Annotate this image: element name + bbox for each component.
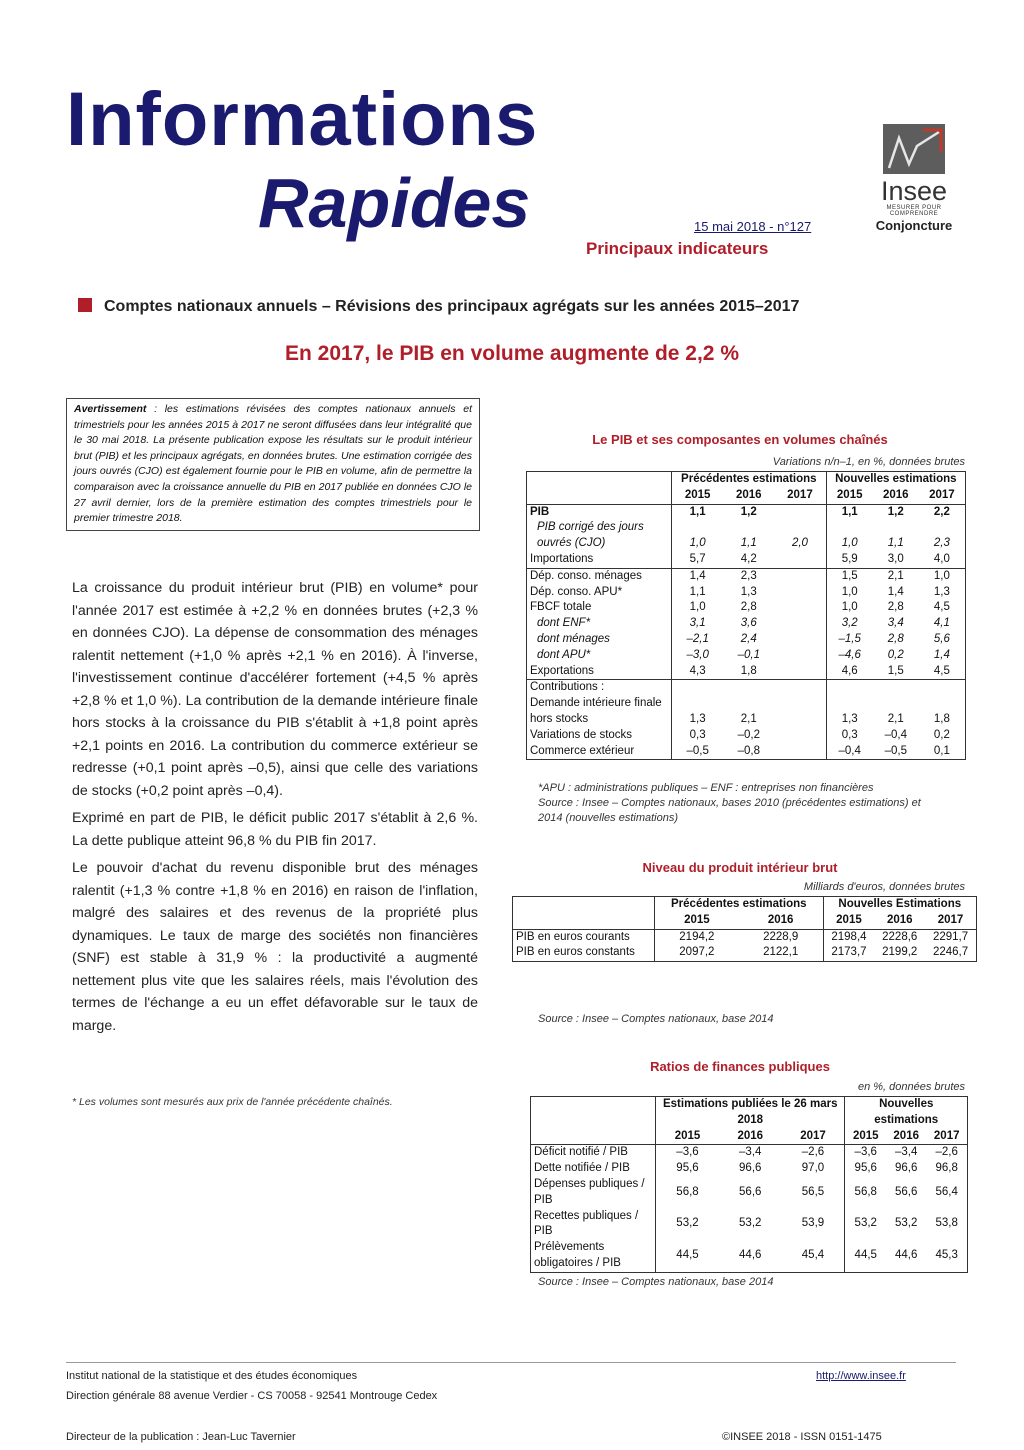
cell-value: 2097,2: [655, 945, 739, 961]
cell-value: 1,0: [826, 585, 873, 601]
cell-value: [774, 680, 826, 696]
title-informations: Informations: [66, 77, 539, 162]
cell-value: 1,3: [933, 585, 950, 598]
cell-value: 44,5: [845, 1240, 886, 1272]
table-row: [513, 929, 977, 945]
year-header: 2017: [787, 488, 813, 501]
row-label: FBCF totale: [530, 601, 592, 614]
cell-value: [774, 568, 826, 584]
year-header: 2015: [672, 488, 724, 504]
cell-value: 44,6: [895, 1249, 918, 1262]
cell-value: 0,3: [672, 728, 724, 744]
cell-value: 2,2: [933, 505, 950, 518]
table-row: [527, 632, 966, 648]
cell-value: 53,8: [935, 1217, 958, 1230]
cell-value: –0,4: [826, 744, 873, 760]
cell-value: 2,0: [791, 537, 808, 550]
year-header: 2016: [882, 488, 909, 501]
cell-value: 2228,6: [882, 930, 918, 943]
cell-value: 2122,1: [763, 946, 799, 959]
year-header: 2015: [845, 1129, 886, 1145]
cell-value: 45,3: [935, 1249, 958, 1262]
cell-value: –3,4: [895, 1146, 918, 1159]
cell-value: –0,4: [884, 728, 907, 741]
cell-value: 1,2: [887, 505, 904, 518]
cell-value: 1,1: [672, 585, 724, 601]
cell-value: –0,1: [737, 648, 760, 661]
cell-value: 3,2: [826, 616, 873, 632]
footer-institute: Institut national de la statistique et des études économiques: [66, 1370, 358, 1382]
cell-value: 2199,2: [882, 946, 918, 959]
table3-group-previous: Estimations publiées le 26 mars 2018: [656, 1097, 845, 1129]
table3-source: Source : Insee – Comptes nationaux, base 2014: [538, 1276, 774, 1288]
year-header: 2015: [656, 1129, 719, 1145]
cell-value: [774, 600, 826, 616]
volume-footnote: * Les volumes sont mesurés aux prix de l'année précédente chaînés.: [72, 1096, 393, 1108]
headline: En 2017, le PIB en volume augmente de 2,2 %: [284, 342, 739, 365]
table-row: [531, 1209, 968, 1241]
cell-value: 1,1: [740, 537, 757, 550]
cell-value: 5,6: [933, 632, 950, 645]
cell-value: 3,6: [740, 617, 757, 630]
cell-value: [774, 664, 826, 680]
insee-logo: [868, 124, 960, 233]
cell-value: 1,8: [933, 712, 950, 725]
table1-gdp-components: [526, 471, 966, 760]
cell-value: –0,2: [737, 728, 760, 741]
table3-group-new: Nouvelles estimations: [845, 1097, 968, 1129]
cell-value: 1,1: [826, 504, 873, 520]
row-label: dont APU*: [537, 648, 591, 661]
cell-value: [774, 632, 826, 648]
table1-group-new: Nouvelles estimations: [826, 472, 965, 488]
cell-value: 95,6: [845, 1161, 886, 1177]
footer-address: Direction générale 88 avenue Verdier - CS 70058 - 92541 Montrouge Cedex: [66, 1390, 438, 1402]
table-row: [527, 680, 966, 696]
row-label: Variations de stocks: [530, 728, 633, 741]
cell-value: 2,1: [887, 569, 904, 582]
cell-value: [672, 680, 724, 696]
cell-value: 2194,2: [655, 929, 739, 945]
table-row: [531, 1145, 968, 1161]
cell-value: –0,5: [884, 744, 907, 757]
publication-subtitle: Principaux indicateurs: [586, 239, 769, 258]
cell-value: 2,3: [933, 537, 950, 550]
cell-value: [873, 680, 919, 696]
footer-director: Directeur de la publication : Jean-Luc Tavernier: [66, 1431, 296, 1443]
cell-value: 97,0: [801, 1162, 825, 1175]
cell-value: 1,2: [740, 505, 757, 518]
warning-box: [66, 398, 480, 531]
table-row: [527, 568, 966, 584]
cell-value: 1,4: [887, 585, 904, 598]
cell-value: 4,1: [933, 617, 950, 630]
cell-value: [774, 744, 826, 760]
row-label: Demande intérieure finale hors stocks: [530, 697, 662, 725]
table2-group-new: Nouvelles Estimations: [823, 897, 976, 913]
cell-value: 2,8: [740, 601, 757, 614]
row-label: Recettes publiques / PIB: [534, 1209, 639, 1238]
footer-website-link[interactable]: http://www.insee.fr: [816, 1370, 906, 1382]
cell-value: 1,3: [826, 696, 873, 728]
cell-value: [774, 696, 826, 728]
cell-value: 2,8: [887, 632, 904, 645]
cell-value: –2,6: [801, 1146, 825, 1159]
cell-value: [774, 585, 826, 601]
table2-source: Source : Insee – Comptes nationaux, base 2014: [538, 1013, 774, 1025]
cell-value: 56,4: [935, 1185, 958, 1198]
cell-value: 44,5: [656, 1240, 719, 1272]
table-row: [531, 1177, 968, 1209]
cell-value: –3,4: [739, 1146, 762, 1159]
cell-value: 95,6: [656, 1161, 719, 1177]
cell-value: 5,7: [672, 552, 724, 568]
table-row: [527, 504, 966, 520]
cell-value: 1,1: [887, 537, 904, 550]
cell-value: 0,3: [826, 728, 873, 744]
row-label: PIB corrigé des jours ouvrés (CJO): [537, 521, 644, 550]
cell-value: 53,2: [895, 1217, 918, 1230]
row-label: Dép. conso. APU*: [530, 585, 623, 598]
insee-logo-tagline: MESURER POUR COMPRENDRE: [886, 205, 942, 217]
insee-logo-name: Insee: [880, 176, 948, 206]
row-label: PIB: [530, 505, 550, 518]
row-label: Importations: [530, 552, 594, 565]
cell-value: 96,6: [739, 1162, 762, 1175]
cell-value: 96,6: [895, 1162, 918, 1175]
cell-value: 1,4: [933, 648, 950, 661]
cell-value: –3,6: [845, 1145, 886, 1161]
cell-value: 4,6: [826, 664, 873, 680]
cell-value: 2198,4: [823, 929, 874, 945]
table-row: [527, 600, 966, 616]
body-text: [72, 577, 478, 1042]
year-header-empty: [531, 1129, 656, 1145]
cell-value: [774, 616, 826, 632]
cell-value: –1,5: [826, 632, 873, 648]
cell-value: 1,8: [740, 664, 757, 677]
cell-value: 44,6: [739, 1249, 762, 1262]
row-label: Déficit notifié / PIB: [534, 1146, 628, 1159]
year-header: 2017: [929, 488, 955, 501]
table-row: [527, 520, 966, 552]
cell-value: [774, 648, 826, 664]
cell-value: 1,0: [826, 520, 873, 552]
table-row: [527, 616, 966, 632]
issue-date[interactable]: 15 mai 2018 - n°127: [694, 219, 812, 234]
cell-value: 1,0: [672, 600, 724, 616]
table-row: [527, 696, 966, 728]
table2-title: Niveau du produit intérieur brut: [642, 860, 838, 875]
table-row: [531, 1161, 968, 1177]
year-header: 2015: [823, 913, 874, 929]
cell-value: 2,4: [740, 632, 757, 645]
row-label: dont ENF*: [537, 617, 591, 630]
cell-value: 56,6: [739, 1185, 762, 1198]
cell-value: 1,1: [672, 504, 724, 520]
table1-title: Le PIB et ses composantes en volumes chaînés: [592, 432, 888, 447]
table1-group-previous: Précédentes estimations: [672, 472, 827, 488]
cell-value: 2,1: [887, 712, 904, 725]
cell-value: 2,1: [740, 712, 757, 725]
year-header: 2016: [893, 1129, 919, 1142]
row-label: PIB en euros courants: [516, 930, 630, 943]
table-row: [527, 728, 966, 744]
row-label: Contributions :: [530, 681, 605, 694]
cell-value: [826, 680, 873, 696]
row-label: Exportations: [530, 664, 594, 677]
cell-value: 2246,7: [932, 946, 969, 959]
cell-value: –4,6: [826, 648, 873, 664]
body-paragraph-2: Exprimé en part de PIB, le déficit public 2017 s'établit à 2,6 %. La dette publique atteint 96,8 % du PIB fin 2017.: [72, 810, 478, 849]
section-marker-icon: [78, 298, 92, 312]
cell-value: 2,8: [887, 601, 904, 614]
cell-value: 5,9: [826, 552, 873, 568]
year-header: 2016: [737, 1129, 764, 1142]
cell-value: [723, 680, 774, 696]
row-label: Commerce extérieur: [530, 744, 635, 757]
year-header: 2017: [937, 913, 964, 926]
cell-value: 96,8: [935, 1162, 958, 1175]
year-header: 2016: [886, 913, 913, 926]
insee-logo-mark-icon: [883, 124, 945, 174]
cell-value: –0,5: [672, 744, 724, 760]
table1-note: *APU : administrations publiques – ENF : entreprises non financières: [538, 782, 874, 794]
cell-value: 1,3: [672, 696, 724, 728]
table2-gdp-level: [512, 896, 977, 962]
table3-title: Ratios de finances publiques: [650, 1059, 830, 1074]
year-header: 2017: [800, 1129, 826, 1142]
cell-value: 2173,7: [823, 945, 874, 961]
table2-group-previous: Précédentes estimations: [655, 897, 824, 913]
cell-value: 53,9: [801, 1217, 825, 1230]
cell-value: 2,3: [740, 569, 757, 582]
cell-value: 2228,9: [763, 930, 799, 943]
cell-value: 4,5: [933, 664, 950, 677]
warning-text: : les estimations révisées des comptes nationaux annuels et trimestriels pour les années 2015 à 2017 ne seront diffusées dans leur intégralité que le 30 mai 2018. La présente publication expose les résultats sur le produit intérieur brut (PIB) et les principaux agrégats, en données brutes. Une estimation corrigée des jours ouvrés (CJO) est également fournie pour le PIB en volume, afin de permettre la comparaison avec la croissance annuelle du PIB en 2017 publiée en données CJO le 27 avril dernier, lors de la première estimation des comptes trimestriels pour le premier trimestre 2018.: [74, 403, 472, 525]
cell-value: 4,0: [933, 552, 950, 565]
insee-logo-conjoncture: Conjoncture: [875, 218, 953, 233]
row-label: Prélèvements obligatoires / PIB: [534, 1241, 621, 1269]
year-header: 2015: [655, 913, 739, 929]
year-header: 2015: [826, 488, 873, 504]
cell-value: 4,3: [672, 664, 724, 680]
cell-value: 4,5: [933, 601, 950, 614]
table1-source: Source : Insee – Comptes nationaux, bases 2010 (précédentes estimations) et 2014 (nouvelles estimations): [538, 797, 921, 824]
row-label: dont ménages: [537, 632, 610, 645]
cell-value: 1,5: [826, 568, 873, 584]
cell-value: 4,2: [740, 552, 757, 565]
row-label: PIB en euros constants: [516, 946, 635, 959]
cell-value: 1,0: [933, 569, 950, 582]
table-row: [531, 1240, 968, 1272]
warning-label: Avertissement: [74, 403, 147, 415]
cell-value: –3,0: [672, 648, 724, 664]
cell-value: 56,8: [845, 1177, 886, 1209]
cell-value: 56,5: [801, 1185, 825, 1198]
table-row: [527, 744, 966, 760]
cell-value: 53,2: [845, 1209, 886, 1241]
year-header: 2017: [933, 1129, 960, 1142]
cell-value: 53,2: [739, 1217, 762, 1230]
cell-value: –3,6: [656, 1145, 719, 1161]
cell-value: 1,5: [887, 664, 904, 677]
year-header: 2016: [767, 913, 794, 926]
body-paragraph-3: Le pouvoir d'achat du revenu disponible brut des ménages ralentit (+1,3 % contre +1,8 % en 2016) en raison de l'inflation, malgré des salaires et des revenus de la propriété plus dynamiques. Le taux de marge des sociétés non financières (SNF) est stable à 31,9 % : la productivité a augmenté nettement plus vite que les salaires réels, mais l'évolution des termes de l'échange a eu un effet défavorable sur le taux de marge.: [72, 860, 478, 1034]
table-row: [527, 664, 966, 680]
table3-public-finance-ratios: [530, 1096, 968, 1273]
cell-value: 1,0: [826, 600, 873, 616]
cell-value: 56,8: [656, 1177, 719, 1209]
body-paragraph-1: La croissance du produit intérieur brut (PIB) en volume* pour l'année 2017 est estimée à +2,2 % en données brutes (+2,3 % en données CJO). La dépense de consommation des ménages ralentit nettement (+1,0 % après +2,1 % en 2016). À l'inverse, l'investissement continue d'accélérer fortement (+4,5 % après +2,8 % et 1,0 %). La contribution de la demande intérieure finale hors stocks à la croissance du PIB s'établit à +1,8 point après +2,1 points en 2016. La contribution du commerce extérieur se redresse (+0,1 point après –0,5), ainsi que celle des variations de stocks (+0,2 point après –0,4).: [72, 580, 478, 799]
year-header-empty: [527, 488, 672, 504]
cell-value: 3,1: [672, 616, 724, 632]
table2-units: Milliards d'euros, données brutes: [803, 881, 965, 893]
cell-value: 0,1: [933, 744, 950, 757]
cell-value: –2,6: [935, 1146, 958, 1159]
cell-value: –2,1: [672, 632, 724, 648]
row-label: Dette notifiée / PIB: [534, 1162, 630, 1175]
cell-value: 2291,7: [932, 930, 969, 943]
year-header-empty: [513, 913, 655, 929]
cell-value: 3,4: [887, 617, 904, 630]
footer-copyright: ©INSEE 2018 - ISSN 0151-1475: [722, 1431, 882, 1443]
cell-value: 0,2: [933, 728, 950, 741]
cell-value: 53,2: [656, 1209, 719, 1241]
cell-value: 56,6: [895, 1185, 918, 1198]
cell-value: [774, 504, 826, 520]
title-rapides: Rapides: [258, 164, 531, 242]
cell-value: [919, 680, 966, 696]
cell-value: 0,2: [887, 648, 904, 661]
table1-units: Variations n/n–1, en %, données brutes: [772, 456, 965, 468]
table-row: [527, 552, 966, 568]
cell-value: 1,4: [672, 568, 724, 584]
row-label: Dépenses publiques / PIB: [534, 1177, 645, 1206]
row-label: Dép. conso. ménages: [530, 569, 642, 582]
cell-value: [774, 552, 826, 568]
cell-value: 1,3: [740, 585, 757, 598]
cell-value: 1,0: [672, 520, 724, 552]
footer-divider: [66, 1362, 956, 1363]
cell-value: –0,8: [737, 744, 760, 757]
table-row: [513, 945, 977, 961]
table-row: [527, 648, 966, 664]
section-title: Comptes nationaux annuels – Révisions des principaux agrégats sur les années 2015–2017: [104, 298, 800, 315]
cell-value: [774, 728, 826, 744]
cell-value: 45,4: [801, 1249, 825, 1262]
table-row: [527, 585, 966, 601]
year-header: 2016: [735, 488, 762, 501]
table3-units: en %, données brutes: [857, 1081, 965, 1093]
cell-value: 3,0: [887, 552, 904, 565]
